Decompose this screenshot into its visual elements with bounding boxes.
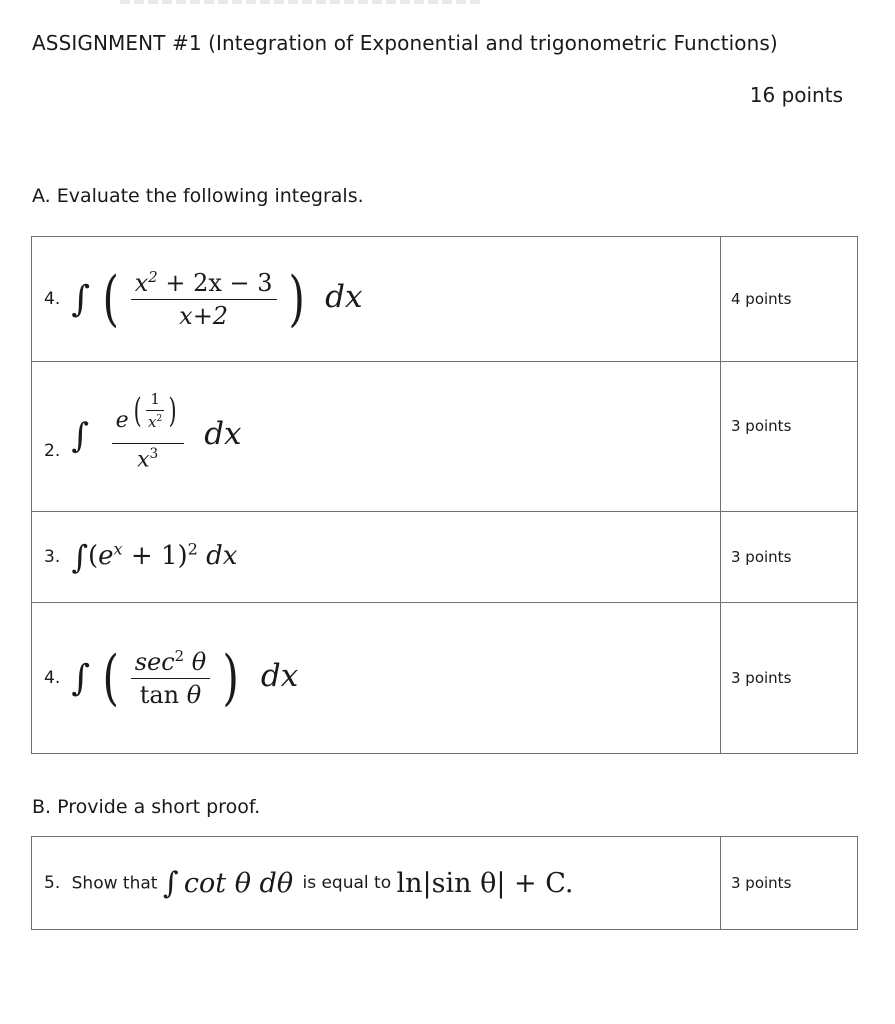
question-cell-5 [32,837,721,930]
section-b-table [31,836,858,930]
points-cell-3: 3 points [721,512,858,603]
fraction [131,268,277,330]
exponent-fraction: $\frac{1}{x^2}$ [147,390,163,432]
denominator: tan θ [139,681,202,709]
integral-expression-3: $\int(e^x + 1)^2$ dx [71,538,238,576]
section-a-heading: A. Evaluate the following integrals. [32,185,364,207]
question-row-4 [32,603,858,754]
right-paren: ) [222,643,239,713]
numerator: $x^2 + 2x - 3$ [131,268,277,300]
integral-expression-4 [71,643,298,713]
denominator: x+2 [179,302,229,330]
numerator: e ( $\frac{1}{x^2}$ ) [112,400,184,444]
question-number: 2. [44,440,61,461]
left-paren: ( [102,643,119,713]
proof-prefix: Show that [71,873,158,893]
cropped-top-text [120,0,480,4]
question-number: 5. [44,873,61,893]
points-cell-1: 4 points [721,237,858,362]
proof-expression: cot θ dθ [183,867,294,899]
section-a-table [31,236,858,754]
integral-expression-2 [71,390,242,473]
question-number: 4. [44,668,61,688]
question-cell-4 [32,603,721,754]
question-row-2 [32,362,858,512]
proof-middle-text: is equal to [302,873,392,893]
points-cell-4: 3 points [721,603,858,754]
question-cell-1 [32,237,721,362]
exponent: ( $\frac{1}{x^2}$ ) [133,390,177,432]
right-paren: ) [288,264,306,334]
integral-sign: ∫ [71,538,88,576]
left-paren: ( [102,264,119,334]
question-number: 3. [44,547,61,567]
denominator: $x^3$ [137,446,159,473]
points-cell-5: 3 points [721,837,858,930]
question-cell-3 [32,512,721,603]
section-b-heading: B. Provide a short proof. [32,796,261,818]
assignment-title: ASSIGNMENT #1 (Integration of Exponential and trigonometric Functions) [32,31,778,55]
question-row-1 [32,237,858,362]
integral-sign: ∫ [162,865,179,901]
differential: dx [260,657,299,694]
question-cell-2 [32,362,721,512]
integral-expression-1 [71,264,362,334]
points-cell-2: 3 points [721,362,858,512]
differential: dx [204,415,242,452]
differential: dx [325,278,363,315]
question-number: 4. [44,289,61,309]
fraction [131,647,211,709]
integral-sign: ∫ [71,657,91,699]
proof-result: ln|sin θ| + C. [396,867,574,899]
fraction [112,390,184,473]
integral-sign: ∫ [71,278,91,320]
integral-sign: ∫ [71,416,90,457]
total-points: 16 points [749,83,843,107]
differential: dx [206,541,238,571]
question-row-5 [32,837,858,930]
question-row-3 [32,512,858,603]
numerator: $\sec^2 \theta$ [131,647,211,679]
